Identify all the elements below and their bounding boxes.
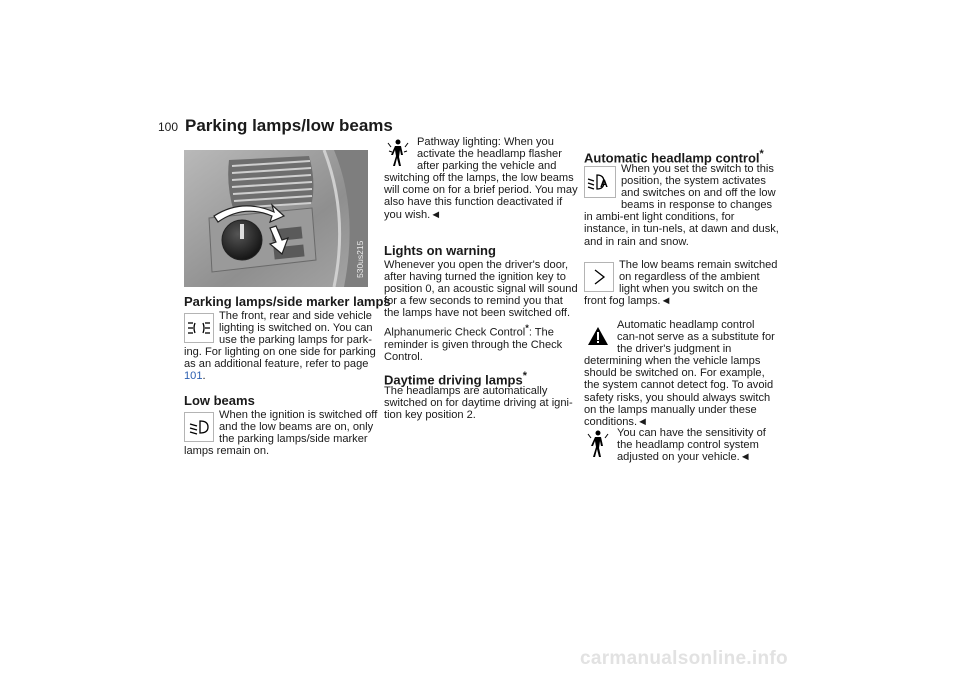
auto-section-2 (584, 259, 779, 307)
note-arrow-icon (584, 262, 614, 292)
page-number: 100 (158, 120, 179, 134)
page-title: Parking lamps/low beams (185, 116, 393, 135)
low-beams-heading: Low beams (184, 393, 255, 408)
page-link-101[interactable]: 101 (184, 370, 203, 383)
daytime-driving-heading: Daytime driving lamps* (384, 370, 527, 388)
light-switch-photo (184, 150, 368, 287)
pathway-text: Pathway lighting: When you activate the headlamp flasher after parking the vehicle and switching off the lamps, the low beams will come on for a brief period. You may also have this function deactivated if you wish.◄ (384, 136, 578, 221)
workshop-person-icon (584, 430, 612, 458)
auto-headlamp-icon (584, 166, 616, 198)
low-beams-text: When the ignition is switched off and the low beams are on, only the parking lamps/side marker lamps remain on. (184, 409, 378, 458)
svg-text:A: A (600, 178, 608, 190)
pathway-section (384, 136, 579, 221)
daytime-section (384, 385, 579, 421)
parking-lamps-text: The front, rear and side vehicle lighting is switched on. You can use the parking lamps for park-ing. For lighting on one side for parking as an additional feature, refer to page 101. (184, 310, 376, 383)
auto-section-1 (584, 163, 779, 248)
parking-lamps-heading: Parking lamps/side marker lamps (184, 294, 391, 309)
auto-headlamp-heading: Automatic headlamp control* (584, 148, 764, 166)
pathway-person-icon (384, 139, 412, 167)
auto-text-2: The low beams remain switched on regardless of the ambient light when you switch on the front fog lamps.◄ (584, 259, 778, 308)
figure-code: 530us215 (355, 240, 365, 278)
auto-text-4: You can have the sensitivity of the headlamp control system adjusted on your vehicle.◄ (617, 427, 766, 464)
light-switch-illustration (184, 150, 368, 287)
low-beam-icon (184, 412, 214, 442)
lights-on-warning-heading: Lights on warning (384, 243, 496, 258)
lights-on-warning-text-2: Alphanumeric Check Control*: The reminder is given through the Check Control. (384, 323, 563, 364)
warning-triangle-icon (584, 322, 612, 350)
daytime-text: The headlamps are automatically switched on for daytime driving at igni-tion key position 2. (384, 385, 573, 422)
lights-on-warning-text-1: Whenever you open the driver's door, after having turned the ignition key to position 0, an acoustic signal will sound for a few seconds to remind you that the lamps have not been switched off. (384, 259, 578, 320)
lights-on-warning-section (384, 259, 579, 363)
auto-text-1: When you set the switch to this position, the system activates and switches on and off the low beams in response to changes in ambi-ent light conditions, for instance, in tun-nels, at dawn and dusk, and in rain and snow. (584, 163, 779, 248)
parking-lamp-icon (184, 313, 214, 343)
auto-section-4 (584, 427, 779, 463)
parking-lamps-section (184, 310, 379, 383)
low-beams-section (184, 409, 379, 457)
watermark-footer: carmanualsonline.info (580, 648, 788, 669)
auto-text-3: Automatic headlamp control can-not serve as a substitute for the driver's judgment in determining when the vehicle lamps should be switched on. For example, the system cannot detect fog. To avoid safety risks, you should always switch on the lamps manually under these conditions.◄ (584, 319, 775, 428)
auto-section-3 (584, 319, 779, 428)
